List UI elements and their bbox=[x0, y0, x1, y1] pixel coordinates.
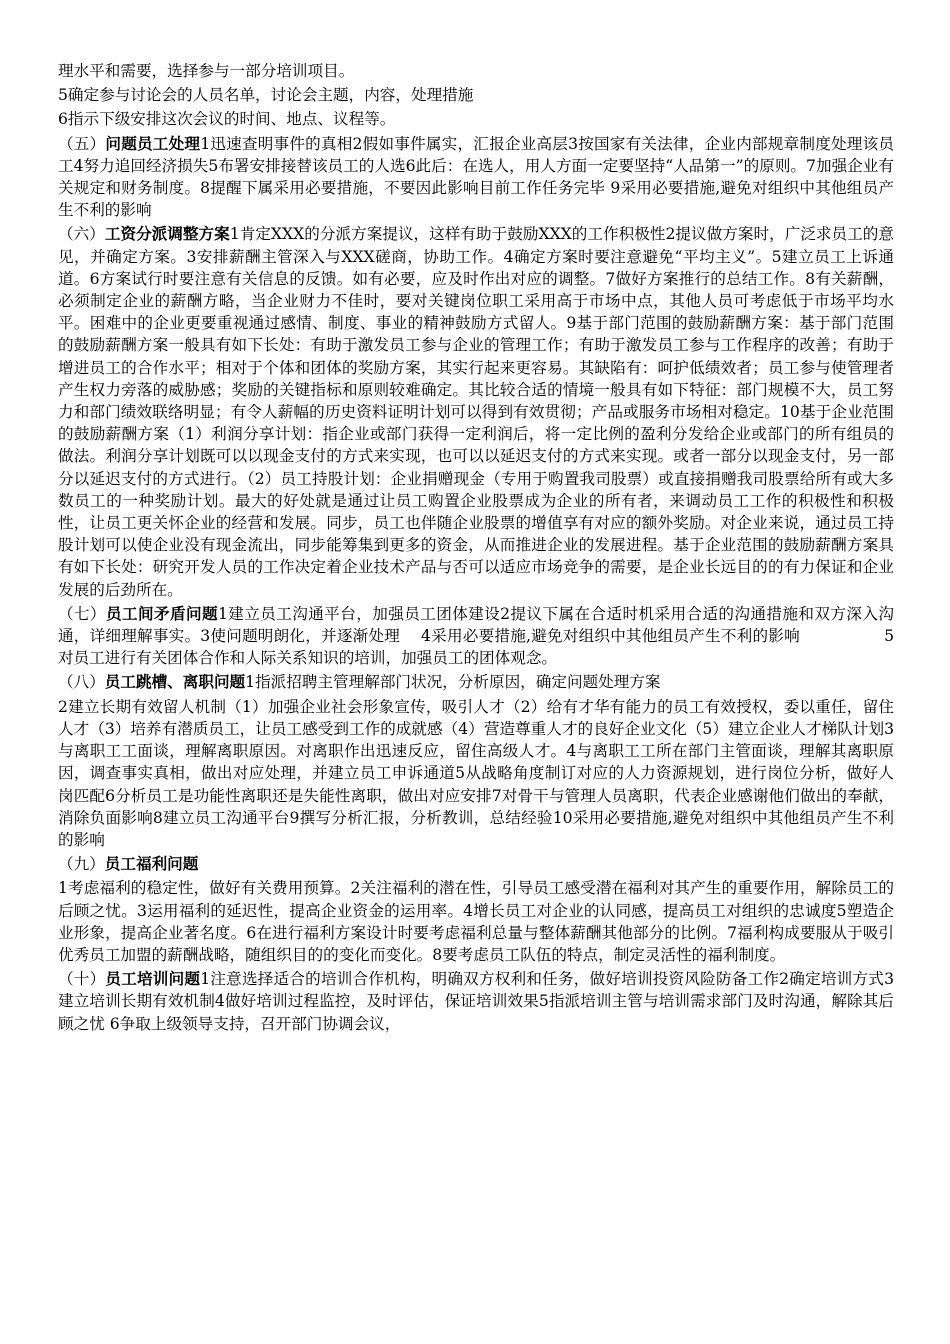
section-text: 1肯定XXX的分派方案提议，这样有助于鼓励XXX的工作积极性2提议做方案时，广泛求员工的意见，并确定方案。3安排薪酬主管深入与XXX磋商，协助工作。4确定方案时要注意避免“平均主义”。5建立员工上诉通道。6方案试行时要注意有关信息的反馈。如有必要，应及时作出对应的调整。7做好方案推行的总结工作。8有关薪酬，必须制定企业的薪酬方略，当企业财力不佳时，要对关键岗位职工采用高于市场中点，其他人员可考虑低于市场平均水平。困难中的企业更要重视通过感情、制度、事业的精神鼓励方式留人。9基于部门范围的鼓励薪酬方案：基于部门范围的鼓励薪酬方案一般具有如下长处：有助于激发员工参与企业的管理工作；有助于激发员工参与工作程序的改善；有助于增进员工的合作水平；相对于个体和团体的奖励方案，其实行起来更容易。其缺陷有：呵护低绩效者；员工参与使管理者产生权力旁落的威胁感；奖励的关键指标和原则较难确定。其比较合适的情境一般具有如下特征：部门规模不大，员工努力和部门绩效联络明显；有令人薪幅的历史资料证明计划可以得到有效贯彻；产品或服务市场相对稳定。10基于企业范围的鼓励薪酬方案（1）利润分享计划：指企业或部门获得一定利润后，将一定比例的盈利分发给企业或部门的所有组员的做法。利润分享计划既可以以现金支付的方式来实现，也可以以延迟支付的方式来实现。或者一部分以现金支付，另一部分以延迟支付的方式进行。（2）员工持股计划：企业捐赠现金（专用于购置我司股票）或直接捐赠我司股票给所有或大多数员工的一种奖励计划。最大的好处就是通过让员工购置企业股票成为企业的所有者，来调动员工工作的积极性和积极性，让员工更关怀企业的经营和发展。同步，员工也伴随企业股票的增值享有对应的额外奖励。对企业来说，通过员工持股计划可以使企业没有现金流出，同步能筹集到更多的资金，从而推进企业的发展进程。基于企业范围的鼓励薪酬方案具有如下长处：研究开发人员的工作决定着企业技术产品与否可以适应市场竞争的需要，是企业长远目的的有力保证和企业发展的后劲所在。 bbox=[58, 225, 894, 599]
section-text: 1迅速查明事件的真相2假如事件属实，汇报企业高层3按国家有关法律，企业内部规章制度处理该员工4努力追回经济损失5布署安排接替该员工的人选6此后：在选人，用人方面一定要坚持“人品第一”的原则。7加强企业有关规定和财务制度。8提醒下属采用必要措施，不要因此影响目前工作任务完毕 9采用必要措施,避免对组织中其他组员产生不利的影响 bbox=[58, 134, 894, 220]
section-heading: 员工福利问题 bbox=[104, 854, 199, 874]
paragraph-text: 1考虑福利的稳定性，做好有关费用预算。2关注福利的潜在性，引导员工感受潜在福利对其产生的重要作用，解除员工的后顾之忧。3运用福利的延迟性，提高企业资金的运用率。4增长员工对企业的认同感，提高员工对组织的忠诚度5塑造企业形象，提高企业著名度。6在进行福利方案设计时要考虑福利总量与整体薪酬其他部分的比例。7福利构成要服从于吸引优秀员工加盟的薪酬战略，随组织目的的变化而变化。8要考虑员工队伍的特点，制定灵活性的福利制度。 bbox=[58, 879, 894, 964]
section-7 bbox=[58, 603, 894, 670]
section-8 bbox=[58, 671, 894, 693]
section-number: （十） bbox=[58, 970, 106, 989]
section-text: 1指派招聘主管理解部门状况，分析原因，确定问题处理方案 bbox=[245, 673, 661, 692]
section-10 bbox=[58, 968, 894, 1035]
paragraph-2 bbox=[58, 84, 894, 106]
paragraph-1 bbox=[58, 60, 894, 82]
section-number: （七） bbox=[58, 604, 106, 623]
section-number: （九） bbox=[58, 855, 105, 874]
section-heading: 员工间矛盾问题 bbox=[105, 603, 218, 623]
section-number: （八） bbox=[58, 673, 105, 692]
paragraph-retention bbox=[58, 696, 894, 851]
section-text: 1建立员工沟通平台，加强员工团体建设2提议下属在合适时机采用合适的沟通措施和双方深入沟通，详细理解事实。3使问题明朗化，并逐渐处理 4采用必要措施,避免对组织中其他组员产生不利的影响 5对员工进行有关团体合作和人际关系知识的培训，加强员工的团体观念。 bbox=[58, 604, 894, 668]
section-heading: 员工跳槽、离职问题 bbox=[104, 672, 246, 692]
section-6 bbox=[58, 223, 894, 600]
section-number: （六） bbox=[58, 225, 105, 244]
section-number: （五） bbox=[58, 134, 106, 153]
paragraph-text: 2建立长期有效留人机制（1）加强企业社会形象宣传，吸引人才（2）给有才华有能力的员工有效授权，委以重任，留住人才（3）培养有潜质员工，让员工感受到工作的成就感（4）营造尊重人才的良好企业文化（5）建立企业人才梯队计划3与离职工工面谈，理解离职原因。对离职作出迅速反应，留住高级人才。4与离职工工所在部门主管面谈，理解其离职原因，调查事实真相，做出对应处理，并建立员工申诉通道5从战略角度制订对应的人力资源规划，进行岗位分析，做好人岗匹配6分析员工是功能性离职还是失能性离职，做出对应安排7对骨干与管理人员离职，代表企业感谢他们做出的奉献，消除负面影响8建立员工沟通平台9撰写分析汇报，分析教训，总结经验10采用必要措施,避免对组织中其他组员产生不利的影响 bbox=[58, 697, 894, 849]
paragraph-text: 5确定参与讨论会的人员名单，讨论会主题，内容，处理措施 bbox=[58, 86, 474, 105]
paragraph-3 bbox=[58, 108, 894, 130]
section-heading: 工资分派调整方案 bbox=[104, 224, 230, 244]
section-9 bbox=[58, 853, 894, 875]
section-text: 1注意选择适合的培训合作机构，明确双方权利和任务，做好培训投资风险防备工作2确定培训方式3建立培训长期有效机制4做好培训过程监控，及时评估，保证培训效果5指派培训主管与培训需求部门及时沟通，解除其后顾之忧 6争取上级领导支持，召开部门协调会议， bbox=[58, 970, 894, 1033]
section-5 bbox=[58, 133, 894, 222]
paragraph-text: 理水平和需要，选择参与一部分培训项目。 bbox=[58, 62, 355, 80]
paragraph-text: 6指示下级安排这次会议的时间、地点、议程等。 bbox=[58, 110, 396, 129]
section-heading: 员工培训问题 bbox=[105, 969, 201, 989]
paragraph-welfare bbox=[58, 877, 894, 966]
section-heading: 问题员工处理 bbox=[105, 133, 201, 153]
